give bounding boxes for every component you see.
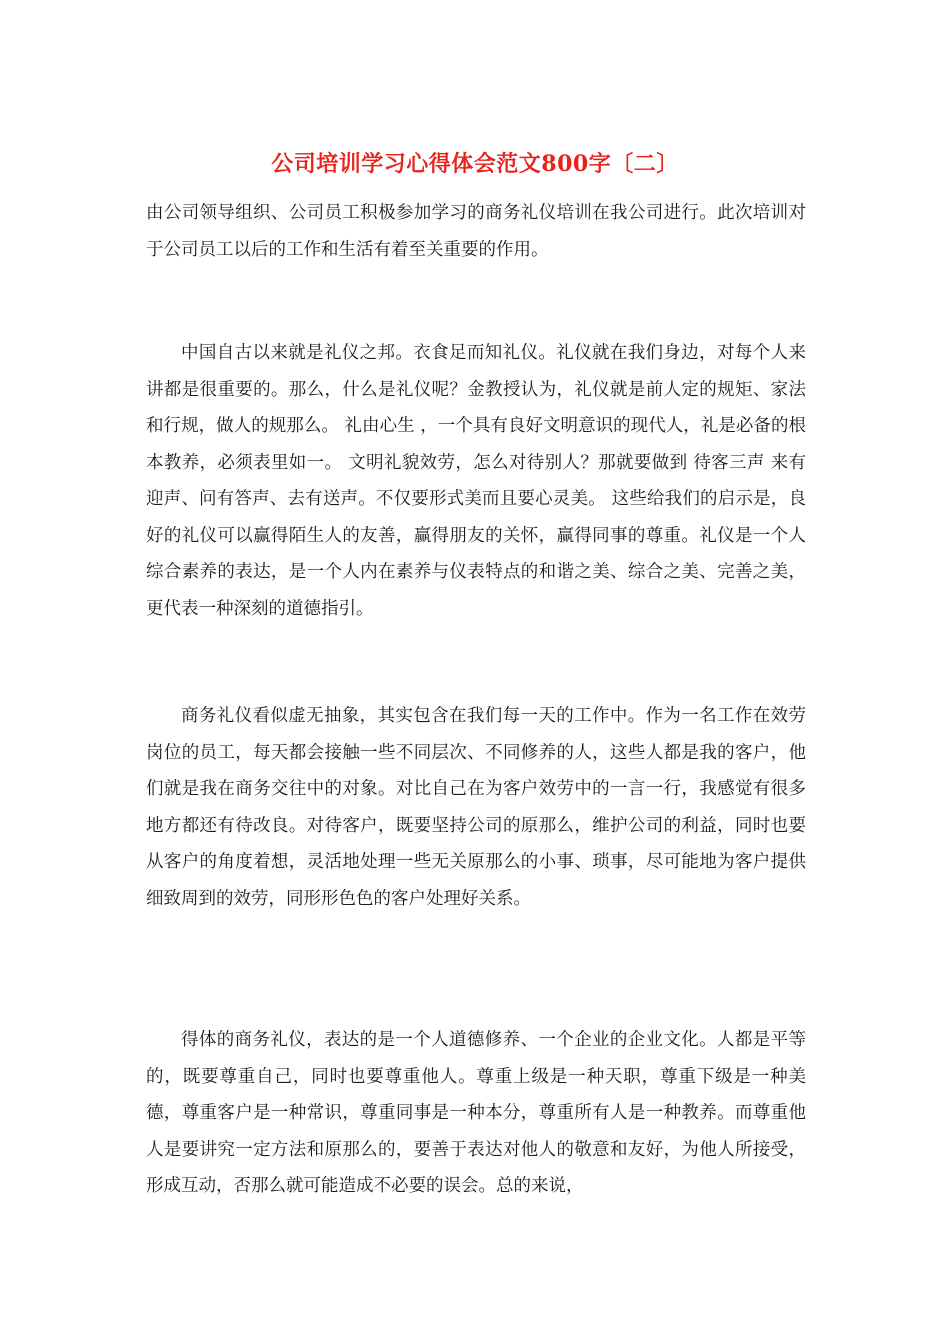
body-paragraph-etiquette-nation: 中国自古以来就是礼仪之邦。衣食足而知礼仪。礼仪就在我们身边，对每个人来讲都是很重要的。那么，什么是礼仪呢？金教授认为，礼仪就是前人定的规矩、家法和行规，做人的规那么。 礼由心生 ，一个具有良好文明意识的现代人，礼是必备的根本教养，必须表里如一。 文明礼貌效劳，怎么对待别人？那就要做到 待客三声 来有迎声、问有答声、去有送声。不仅要形式美而且要心灵美。 这些给我们的启示是，良好的礼仪可以赢得陌生人的友善，赢得朋友的关怀，赢得同事的尊重。礼仪是一个人综合素养的表达，是一个人内在素养与仪表特点的和谐之美、综合之美、完善之美，更代表一种深刻的道德指引。 — [146, 343, 806, 619]
body-paragraph-respect: 得体的商务礼仪，表达的是一个人道德修养、一个企业的企业文化。人都是平等的，既要尊重自己，同时也要尊重他人。尊重上级是一种天职，尊重下级是一种美德，尊重客户是一种常识，尊重同事是一种本分，尊重所有人是一种教养。而尊重他人是要讲究一定方法和原那么的，要善于表达对他人的敬意和友好，为他人所接受，形成互动，否那么就可能造成不必要的误会。总的来说， — [146, 1030, 806, 1196]
intro-paragraph: 由公司领导组织、公司员工积极参加学习的商务礼仪培训在我公司进行。此次培训对于公司员工以后的工作和生活有着至关重要的作用。 — [146, 203, 806, 260]
document-title: 公司培训学习心得体会范文800字〔二〕 — [271, 151, 679, 177]
body-paragraph-business-etiquette: 商务礼仪看似虚无抽象，其实包含在我们每一天的工作中。作为一名工作在效劳岗位的员工，每天都会接触一些不同层次、不同修养的人，这些人都是我的客户，他们就是我在商务交往中的对象。对比自己在为客户效劳中的一言一行，我感觉有很多地方都还有待改良。对待客户，既要坚持公司的原那么，维护公司的利益，同时也要从客户的角度着想，灵活地处理一些无关原那么的小事、琐事，尽可能地为客户提供细致周到的效劳，同形形色色的客户处理好关系。 — [146, 706, 806, 909]
